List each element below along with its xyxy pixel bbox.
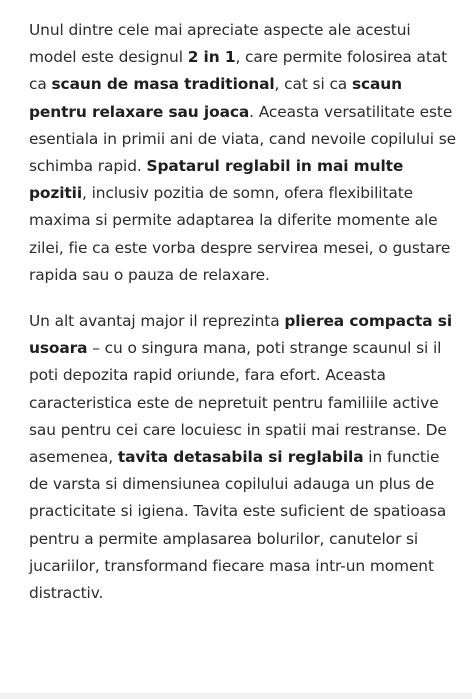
paragraph-design <box>29 17 459 289</box>
text-segment: . Aceasta versatilitate este esentiala in primii ani de viata, cand nevoile copilului se schimba rapid. <box>29 102 457 176</box>
top-divider <box>0 0 472 4</box>
bottom-divider <box>0 693 472 699</box>
highlight-compact-folding: plierea compacta si usoara <box>29 312 453 358</box>
highlight-traditional-chair: scaun de masa traditional <box>51 75 275 94</box>
text-segment: , care permite folosirea atat ca <box>29 48 448 94</box>
text-segment: Un alt avantaj major il reprezinta <box>29 312 285 331</box>
highlight-relax-play-chair: scaun pentru relaxare sau joaca <box>29 75 403 121</box>
text-segment: , cat si ca <box>274 75 352 94</box>
highlight-2-in-1: 2 in 1 <box>187 48 236 67</box>
text-segment: in functie de varsta si dimensiunea copilului adauga un plus de practicitate si igiena. Tavita este suficient de spatioasa pentru a permite amplasarea bolurilor, canutelor si jucariilor, transformand fiecare masa intr-un moment distractiv. <box>29 448 447 603</box>
text-segment: , inclusiv pozitia de somn, ofera flexibilitate maxima si permite adaptarea la diferite momente ale zilei, fie ca este vorba despre servirea mesei, o gustare rapida sau o pauza de relaxare. <box>29 184 451 284</box>
highlight-detachable-tray: tavita detasabila si reglabila <box>117 448 364 467</box>
highlight-adjustable-backrest: Spatarul reglabil in mai multe pozitii <box>29 157 404 203</box>
article-body <box>29 17 459 607</box>
text-segment: – cu o singura mana, poti strange scaunul si il poti depozita rapid oriunde, fara efort. Aceasta caracteristica este de nepretuit pentru familiile active sau pentru cei care locuiesc in spatii mai restranse. De asemenea, <box>29 339 447 467</box>
paragraph-folding <box>29 308 459 607</box>
text-segment: Unul dintre cele mai apreciate aspecte ale acestui model este designul <box>29 21 411 67</box>
